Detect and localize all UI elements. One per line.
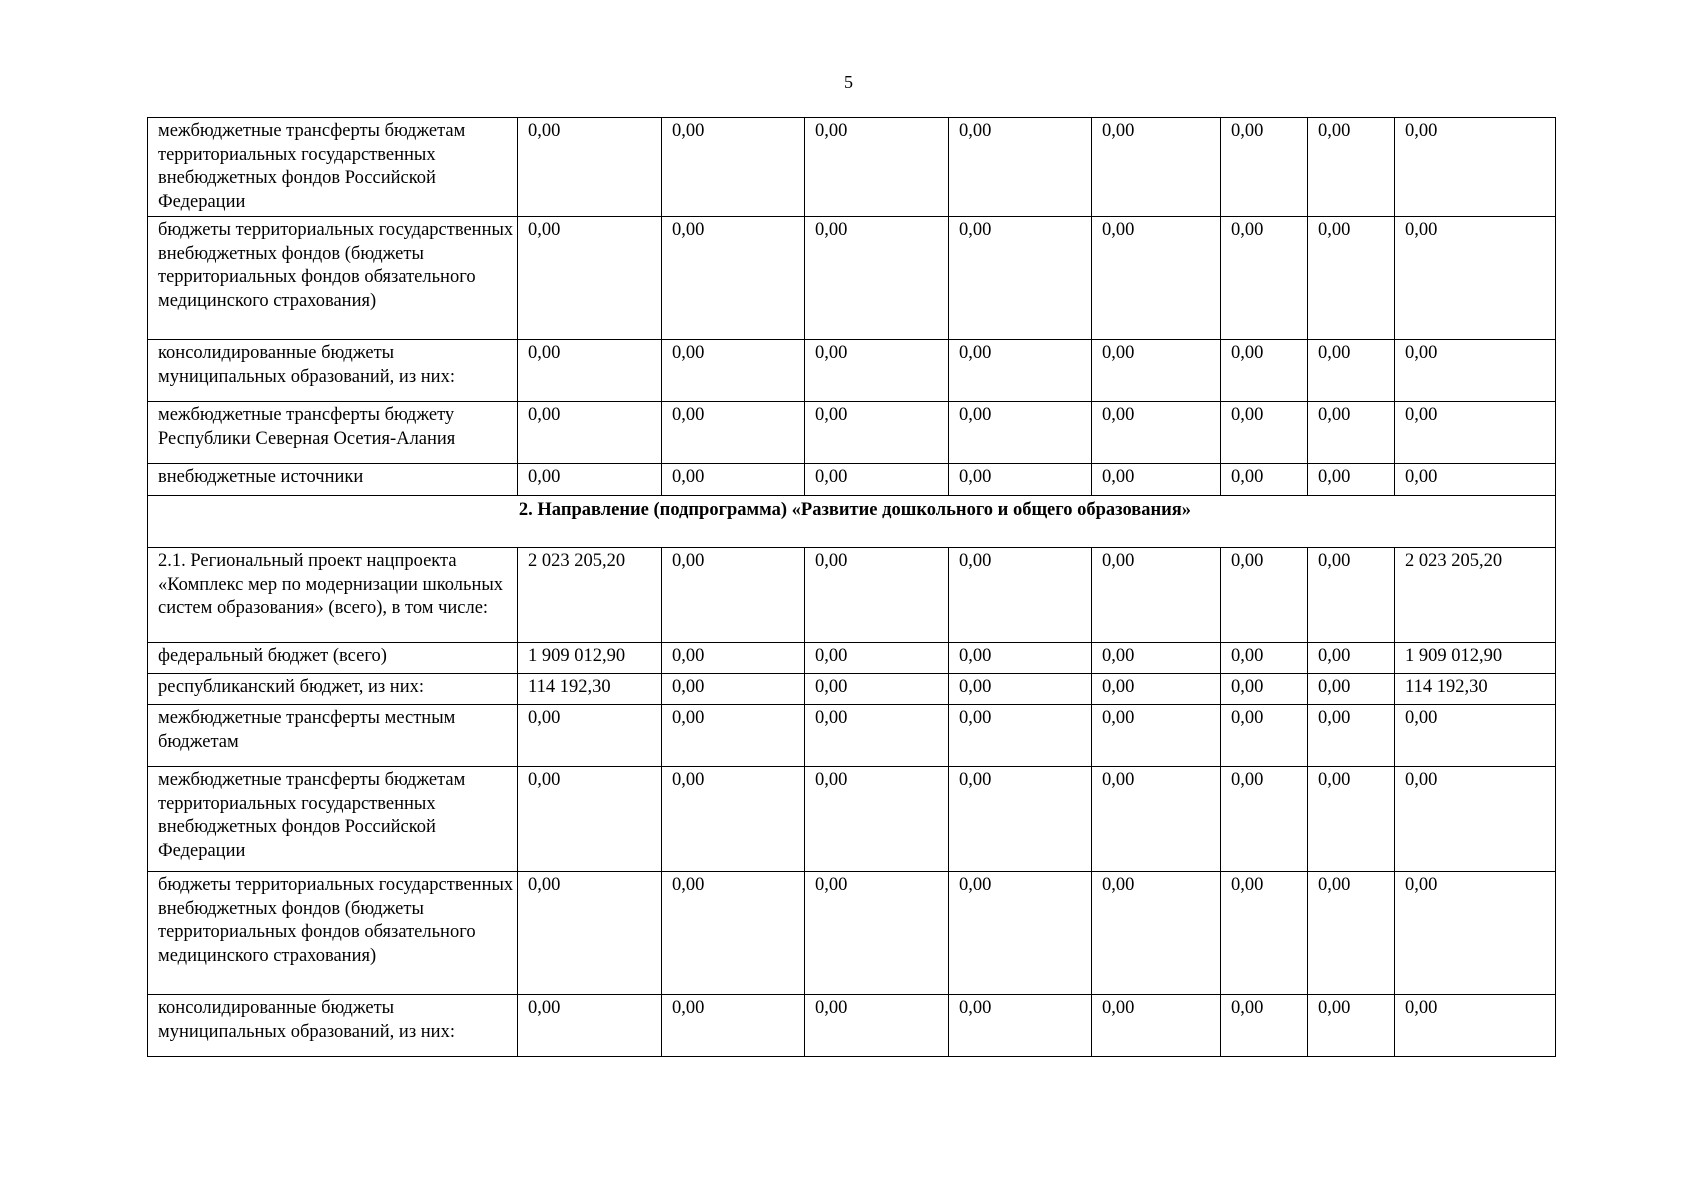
- value-cell: 0,00: [1308, 548, 1395, 643]
- row-label: межбюджетные трансферты бюджетам территориальных государственных внебюджетных фондов Российской Федерации: [148, 118, 518, 217]
- value-cell: 0,00: [949, 118, 1092, 217]
- value-cell: 0,00: [805, 872, 949, 995]
- value-cell: 0,00: [662, 402, 805, 464]
- value-cell: 0,00: [949, 872, 1092, 995]
- row-label: республиканский бюджет, из них:: [148, 674, 518, 705]
- value-cell: 0,00: [1092, 767, 1221, 872]
- value-cell: 0,00: [1308, 118, 1395, 217]
- value-cell: 0,00: [1308, 643, 1395, 674]
- value-cell: 0,00: [1092, 402, 1221, 464]
- value-cell: 0,00: [518, 767, 662, 872]
- value-cell: 0,00: [805, 464, 949, 496]
- row-label: бюджеты территориальных государственных внебюджетных фондов (бюджеты территориальных фондов обязательного медицинского страхования): [148, 872, 518, 995]
- value-cell: 0,00: [1395, 767, 1556, 872]
- table-row: [148, 217, 1556, 340]
- value-cell: 0,00: [518, 995, 662, 1057]
- value-cell: 0,00: [949, 643, 1092, 674]
- value-cell: 0,00: [1221, 464, 1308, 496]
- table-row: [148, 464, 1556, 496]
- value-cell: 0,00: [1308, 705, 1395, 767]
- value-cell: 0,00: [1092, 118, 1221, 217]
- value-cell: 0,00: [805, 217, 949, 340]
- row-label: бюджеты территориальных государственных внебюджетных фондов (бюджеты территориальных фондов обязательного медицинского страхования): [148, 217, 518, 340]
- value-cell: 0,00: [1092, 705, 1221, 767]
- value-cell: 0,00: [949, 402, 1092, 464]
- value-cell: 0,00: [1395, 217, 1556, 340]
- value-cell: 0,00: [518, 872, 662, 995]
- value-cell: 0,00: [662, 464, 805, 496]
- value-cell: 0,00: [662, 674, 805, 705]
- value-cell: 0,00: [949, 705, 1092, 767]
- value-cell: 0,00: [1395, 118, 1556, 217]
- value-cell: 0,00: [662, 995, 805, 1057]
- value-cell: 0,00: [1221, 767, 1308, 872]
- value-cell: 0,00: [1395, 872, 1556, 995]
- value-cell: 0,00: [1092, 340, 1221, 402]
- value-cell: 0,00: [662, 705, 805, 767]
- value-cell: 0,00: [1221, 340, 1308, 402]
- value-cell: 0,00: [949, 674, 1092, 705]
- value-cell: 0,00: [949, 995, 1092, 1057]
- value-cell: 0,00: [1092, 643, 1221, 674]
- value-cell: 2 023 205,20: [518, 548, 662, 643]
- value-cell: 114 192,30: [1395, 674, 1556, 705]
- table-row: [148, 402, 1556, 464]
- section-header-row: [148, 496, 1556, 548]
- value-cell: 0,00: [949, 340, 1092, 402]
- value-cell: 1 909 012,90: [1395, 643, 1556, 674]
- value-cell: 0,00: [662, 872, 805, 995]
- value-cell: 0,00: [1221, 402, 1308, 464]
- table-body: [148, 118, 1556, 1057]
- row-label: внебюджетные источники: [148, 464, 518, 496]
- value-cell: 0,00: [1092, 674, 1221, 705]
- value-cell: 0,00: [518, 340, 662, 402]
- value-cell: 0,00: [1221, 705, 1308, 767]
- value-cell: 0,00: [1308, 995, 1395, 1057]
- value-cell: 114 192,30: [518, 674, 662, 705]
- value-cell: 0,00: [662, 118, 805, 217]
- value-cell: 0,00: [1092, 872, 1221, 995]
- value-cell: 0,00: [949, 217, 1092, 340]
- value-cell: 0,00: [518, 118, 662, 217]
- value-cell: 0,00: [1221, 995, 1308, 1057]
- value-cell: 0,00: [1092, 995, 1221, 1057]
- section-title: 2. Направление (подпрограмма) «Развитие дошкольного и общего образования»: [148, 496, 1556, 548]
- row-label: федеральный бюджет (всего): [148, 643, 518, 674]
- value-cell: 0,00: [1308, 674, 1395, 705]
- value-cell: 0,00: [805, 674, 949, 705]
- value-cell: 0,00: [1308, 217, 1395, 340]
- value-cell: 0,00: [662, 548, 805, 643]
- table-row: [148, 767, 1556, 872]
- value-cell: 1 909 012,90: [518, 643, 662, 674]
- value-cell: 0,00: [805, 643, 949, 674]
- row-label: консолидированные бюджеты муниципальных образований, из них:: [148, 340, 518, 402]
- table-row: [148, 548, 1556, 643]
- value-cell: 0,00: [805, 402, 949, 464]
- value-cell: 0,00: [518, 705, 662, 767]
- value-cell: 0,00: [805, 767, 949, 872]
- budget-table: [147, 117, 1556, 1057]
- value-cell: 0,00: [1308, 402, 1395, 464]
- table-row: [148, 643, 1556, 674]
- value-cell: 0,00: [1092, 217, 1221, 340]
- value-cell: 0,00: [518, 402, 662, 464]
- value-cell: 0,00: [1221, 217, 1308, 340]
- value-cell: 0,00: [518, 464, 662, 496]
- value-cell: 0,00: [1395, 340, 1556, 402]
- value-cell: 0,00: [805, 118, 949, 217]
- row-label: 2.1. Региональный проект нацпроекта «Комплекс мер по модернизации школьных систем образования» (всего), в том числе:: [148, 548, 518, 643]
- value-cell: 0,00: [1308, 872, 1395, 995]
- value-cell: 0,00: [1092, 548, 1221, 643]
- value-cell: 0,00: [805, 705, 949, 767]
- row-label: межбюджетные трансферты местным бюджетам: [148, 705, 518, 767]
- value-cell: 0,00: [1308, 340, 1395, 402]
- row-label: межбюджетные трансферты бюджетам территориальных государственных внебюджетных фондов Российской Федерации: [148, 767, 518, 872]
- row-label: межбюджетные трансферты бюджету Республики Северная Осетия-Алания: [148, 402, 518, 464]
- value-cell: 0,00: [518, 217, 662, 340]
- value-cell: 0,00: [1221, 872, 1308, 995]
- value-cell: 0,00: [949, 767, 1092, 872]
- value-cell: 0,00: [662, 767, 805, 872]
- value-cell: 0,00: [949, 464, 1092, 496]
- value-cell: 0,00: [1092, 464, 1221, 496]
- row-label: консолидированные бюджеты муниципальных образований, из них:: [148, 995, 518, 1057]
- value-cell: 0,00: [1395, 402, 1556, 464]
- value-cell: 0,00: [1221, 643, 1308, 674]
- value-cell: 0,00: [1395, 464, 1556, 496]
- value-cell: 0,00: [805, 995, 949, 1057]
- value-cell: 2 023 205,20: [1395, 548, 1556, 643]
- value-cell: 0,00: [805, 340, 949, 402]
- value-cell: 0,00: [1308, 464, 1395, 496]
- value-cell: 0,00: [1221, 548, 1308, 643]
- value-cell: 0,00: [1221, 118, 1308, 217]
- table-row: [148, 674, 1556, 705]
- value-cell: 0,00: [662, 340, 805, 402]
- value-cell: 0,00: [1308, 767, 1395, 872]
- value-cell: 0,00: [662, 217, 805, 340]
- table-row: [148, 118, 1556, 217]
- table-row: [148, 995, 1556, 1057]
- value-cell: 0,00: [662, 643, 805, 674]
- value-cell: 0,00: [949, 548, 1092, 643]
- value-cell: 0,00: [1221, 674, 1308, 705]
- value-cell: 0,00: [805, 548, 949, 643]
- value-cell: 0,00: [1395, 995, 1556, 1057]
- value-cell: 0,00: [1395, 705, 1556, 767]
- table-row: [148, 872, 1556, 995]
- table-row: [148, 340, 1556, 402]
- page-number: 5: [844, 72, 853, 92]
- table-row: [148, 705, 1556, 767]
